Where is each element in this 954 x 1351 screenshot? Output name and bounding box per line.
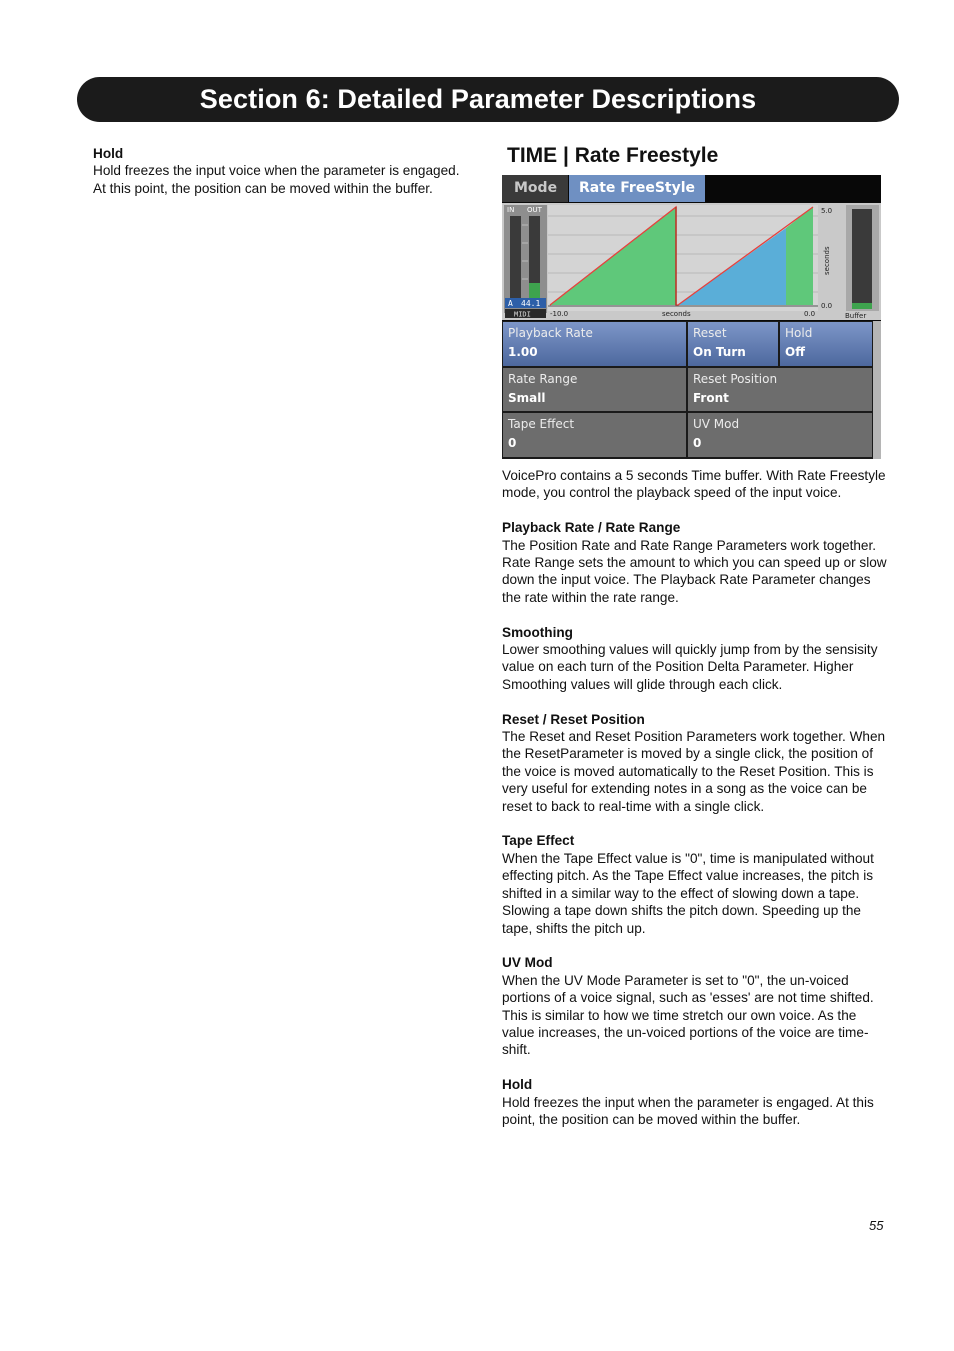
param-label: Tape Effect bbox=[508, 417, 575, 431]
param-label: Rate Range bbox=[508, 372, 578, 386]
meter-in-label: IN bbox=[507, 206, 515, 214]
param-reset[interactable] bbox=[688, 322, 778, 366]
param-value: 0 bbox=[693, 436, 702, 450]
hold-heading-left: Hold bbox=[93, 146, 124, 161]
param-hold[interactable] bbox=[780, 322, 872, 366]
right-column-title-wrap bbox=[502, 145, 887, 167]
section-text: When the UV Mode Parameter is set to "0", the un-voiced portions of a voice signal, such as 'esses' are not time shifted. This is similar to how we time stretch our own voice. As the value increases, the un-voiced portions of the voice are time-shift. bbox=[502, 972, 874, 1058]
mode-title: TIME | Rate Freestyle bbox=[507, 144, 719, 167]
param-uv-mod[interactable] bbox=[688, 413, 872, 457]
midi-label: MIDI bbox=[514, 310, 531, 319]
graph-x-start: -10.0 bbox=[550, 310, 569, 318]
sample-rate-a: A bbox=[508, 299, 513, 308]
section-banner bbox=[77, 77, 899, 122]
section-reset bbox=[502, 711, 887, 815]
section-smoothing bbox=[502, 624, 887, 694]
section-text: When the Tape Effect value is "0", time is manipulated without effecting pitch. As the Tape Effect value increases, the pitch is shifted in a similar way to the effect of slowing down a tape. Slowing a tape down shifts the pitch down. Speeding up the tape, shifts the pitch up. bbox=[502, 850, 874, 936]
param-value: On Turn bbox=[693, 345, 746, 359]
param-tape-effect[interactable] bbox=[503, 413, 686, 457]
section-text: The Reset and Reset Position Parameters work together. When the ResetParameter is moved by a single click, the position of the voice is moved automatically to the Reset Position. This is very useful for extending notes in a song as the voice can be reset to back to real-time with a single click. bbox=[502, 729, 886, 814]
tab-rate-freestyle[interactable]: Rate FreeStyle bbox=[569, 175, 705, 202]
graph-x-end: 0.0 bbox=[804, 310, 816, 318]
section-heading: Tape Effect bbox=[502, 833, 575, 849]
time-graph-svg bbox=[502, 203, 881, 320]
section-title: Section 6: Detailed Parameter Descriptions bbox=[199, 84, 757, 114]
buffer-meter-bar bbox=[852, 209, 872, 309]
buffer-meter-level bbox=[852, 303, 872, 309]
tab-bar bbox=[502, 175, 881, 202]
param-value: 0 bbox=[508, 436, 517, 450]
tab-mode[interactable]: Mode bbox=[502, 175, 568, 202]
left-column bbox=[93, 145, 463, 197]
param-label: Reset bbox=[693, 326, 727, 340]
param-value: 1.00 bbox=[508, 345, 538, 359]
param-value: Off bbox=[785, 345, 805, 359]
section-heading: Playback Rate / Rate Range bbox=[502, 520, 681, 536]
param-label: Reset Position bbox=[693, 372, 778, 386]
section-uv-mod bbox=[502, 954, 887, 1058]
param-label: Playback Rate bbox=[508, 326, 593, 340]
section-playback-rate bbox=[502, 519, 887, 606]
param-playback-rate[interactable] bbox=[503, 322, 686, 366]
param-rate-range[interactable] bbox=[503, 368, 686, 411]
section-text: Lower smoothing values will quickly jump from by the sensisity value on each turn of the Position Delta Parameter. Higher Smoothing values will glide through each click. bbox=[502, 642, 878, 692]
meter-in-bar bbox=[510, 216, 521, 298]
graph-y-bottom: 0.0 bbox=[821, 302, 833, 310]
sample-rate-value: 44.1 bbox=[521, 299, 541, 308]
device-screen bbox=[502, 175, 881, 459]
graph-x-label: seconds bbox=[662, 310, 691, 318]
section-heading: Hold bbox=[502, 1077, 533, 1093]
right-column-body bbox=[502, 467, 887, 1146]
intro-paragraph: VoicePro contains a 5 seconds Time buffer. With Rate Freestyle mode, you control the playback speed of the input voice. bbox=[502, 468, 886, 501]
graph-y-label: seconds bbox=[823, 246, 831, 275]
param-value: Small bbox=[508, 391, 546, 405]
param-reset-position[interactable] bbox=[688, 368, 872, 411]
param-label: UV Mod bbox=[693, 417, 740, 431]
time-graph-panel bbox=[502, 203, 881, 320]
section-heading: UV Mod bbox=[502, 955, 553, 971]
section-text: The Position Rate and Rate Range Parameters work together. Rate Range sets the amount to which you can speed up or slow down the input voice. The Playback Rate Parameter changes the rate within the rate range. bbox=[502, 537, 887, 605]
section-tape-effect bbox=[502, 832, 887, 936]
buffer-label: Buffer bbox=[845, 312, 867, 320]
section-text: Hold freezes the input when the parameter is engaged. At this point, the position can be moved within the buffer. bbox=[502, 1094, 874, 1127]
hold-text-left: Hold freezes the input voice when the parameter is engaged. At this point, the position can be moved within the buffer. bbox=[93, 163, 460, 196]
graph-y-top: 5.0 bbox=[821, 207, 833, 215]
section-heading: Reset / Reset Position bbox=[502, 711, 645, 727]
param-value: Front bbox=[693, 391, 729, 405]
parameter-grid bbox=[502, 321, 881, 459]
meter-out-label: OUT bbox=[527, 206, 542, 214]
section-heading: Smoothing bbox=[502, 624, 573, 640]
meter-out-level bbox=[529, 283, 540, 298]
param-label: Hold bbox=[785, 326, 813, 340]
page-number: 55 bbox=[869, 1218, 884, 1233]
section-hold bbox=[502, 1076, 887, 1128]
param-scrollbar[interactable] bbox=[873, 321, 881, 459]
